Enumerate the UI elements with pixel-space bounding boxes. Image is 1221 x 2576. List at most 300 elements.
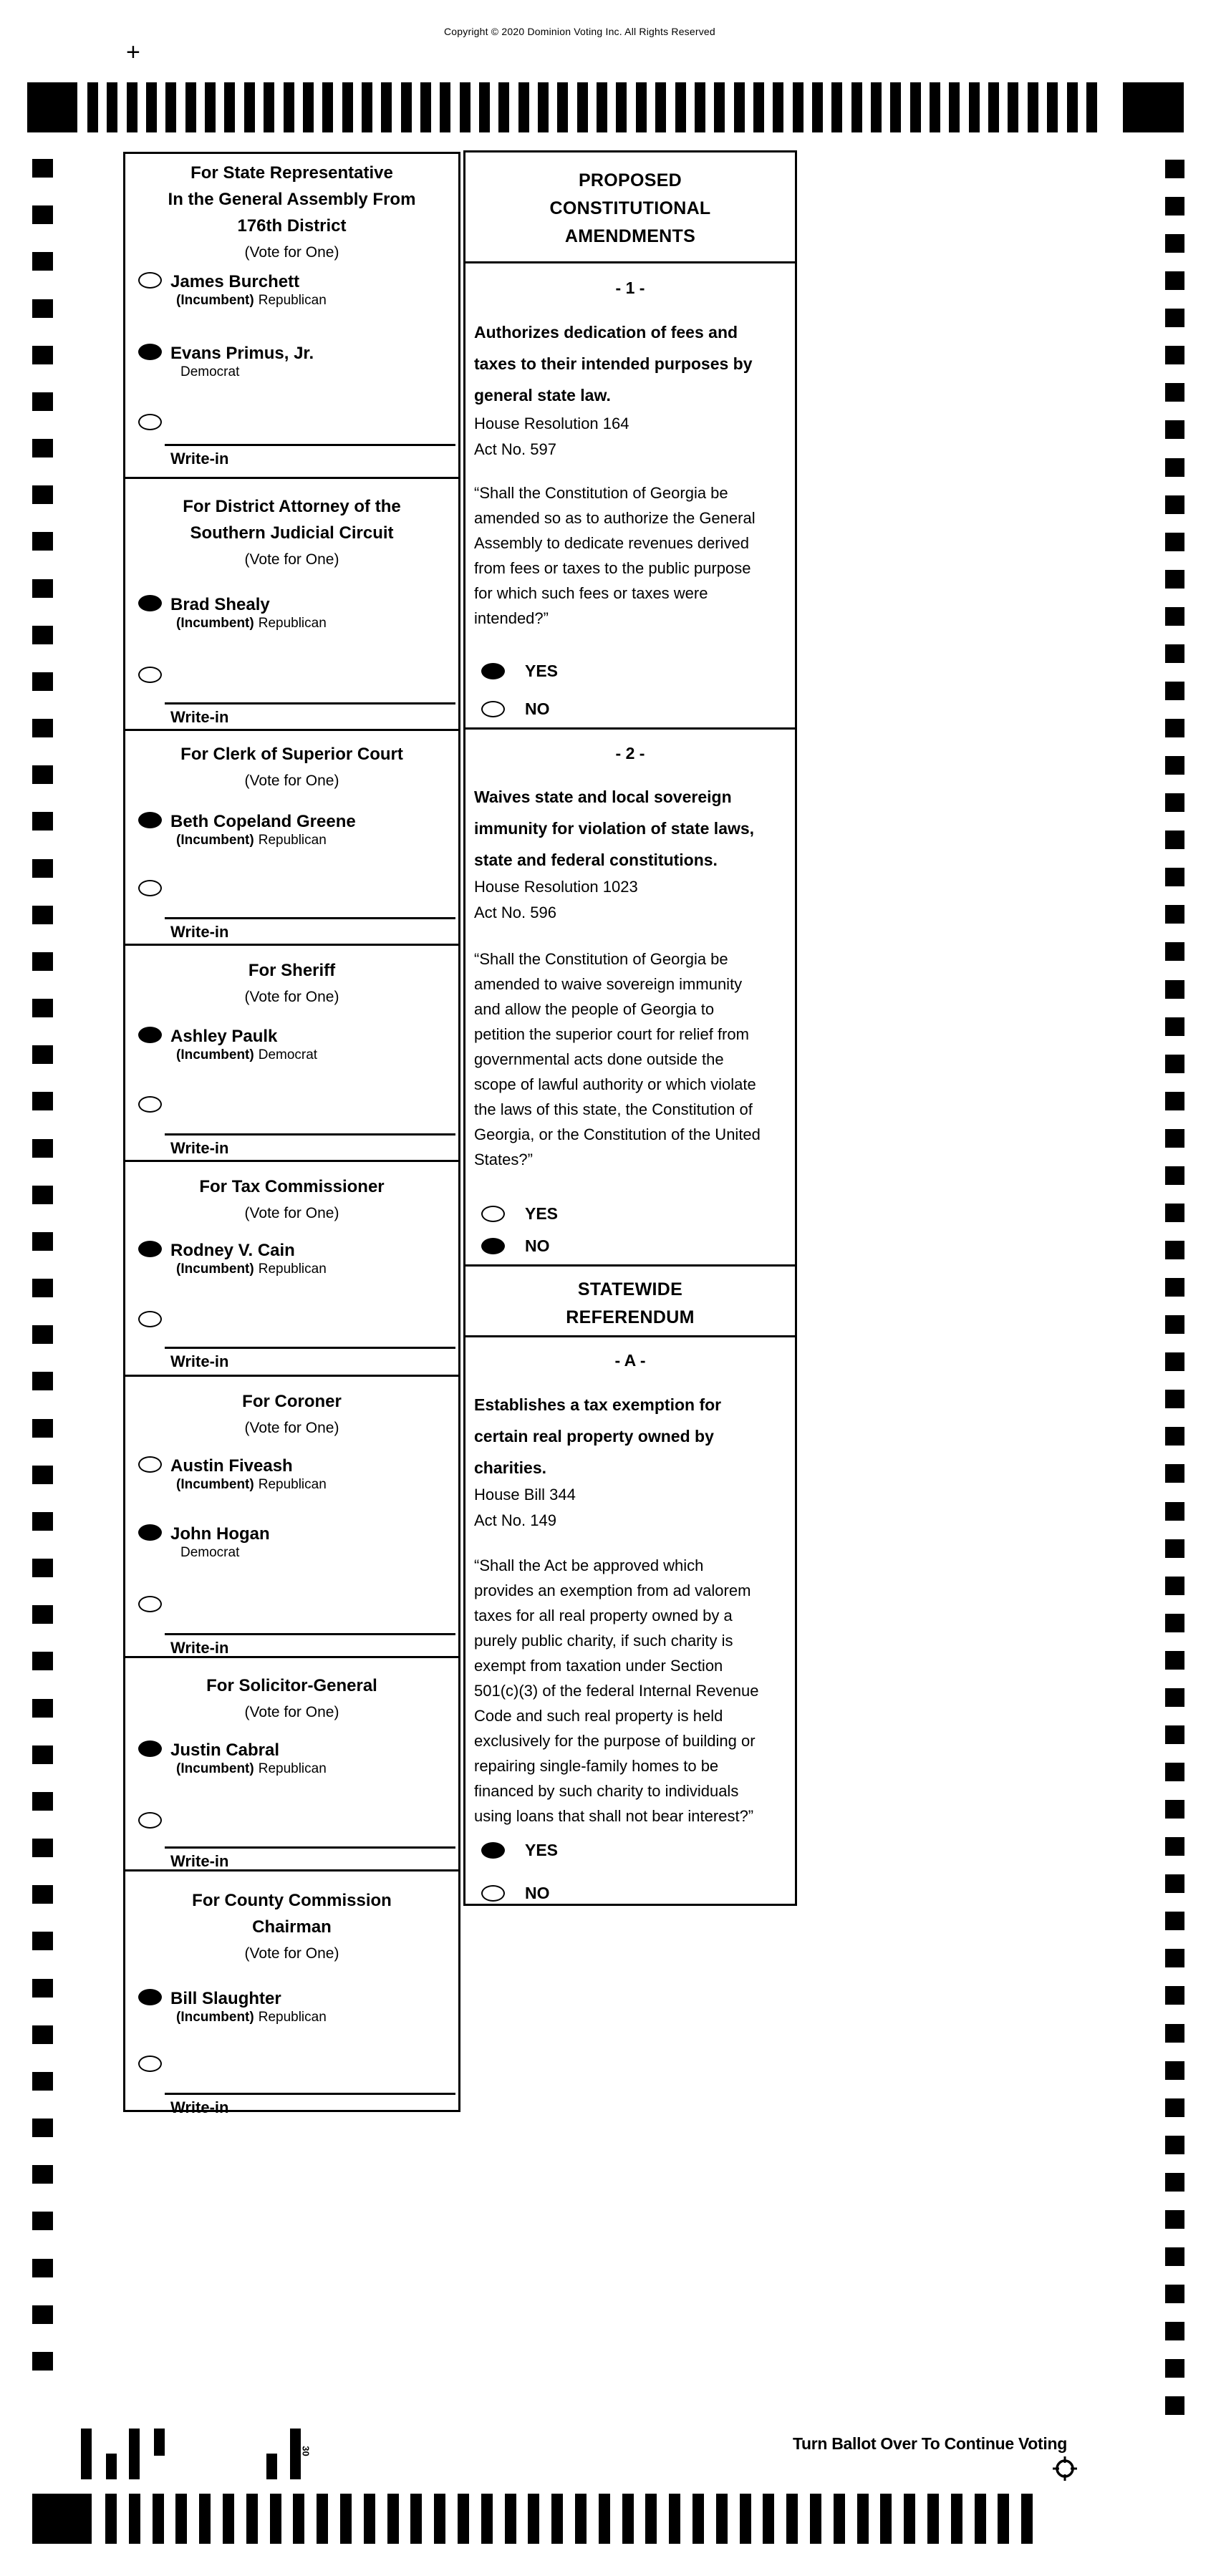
timing-mark (975, 2494, 986, 2544)
incumbent-label: (Incumbent) (176, 1761, 254, 1776)
timing-mark (146, 82, 157, 132)
measure-question-line: “Shall the Act be approved which (474, 1556, 704, 1574)
contest-title-line: For State Representative (190, 163, 393, 183)
vote-oval-empty[interactable] (138, 272, 162, 289)
timing-mark (1165, 1390, 1184, 1408)
timing-mark (1123, 82, 1184, 132)
timing-mark (165, 82, 176, 132)
candidate-row (138, 595, 454, 633)
measure-summary-line: Authorizes dedication of fees and (474, 323, 738, 342)
candidate-name: Beth Copeland Greene (170, 812, 356, 831)
timing-mark (32, 1745, 53, 1764)
contest-box (125, 944, 458, 1160)
copyright-text: Copyright © 2020 Dominion Voting Inc. All Rights Reserved (444, 26, 715, 37)
write-in-label: Write-in (170, 1139, 229, 1157)
timing-mark (32, 159, 53, 178)
write-in-area[interactable] (165, 1347, 455, 1371)
contest-box (125, 729, 458, 944)
candidate-name: Bill Slaughter (170, 1989, 281, 2008)
timing-mark (32, 1186, 53, 1204)
yes-label: YES (525, 662, 559, 680)
timing-mark (1165, 2247, 1184, 2266)
timing-mark (479, 82, 490, 132)
write-in-label: Write-in (170, 1852, 229, 1870)
timing-mark (32, 1792, 53, 1811)
registration-plus-mark: + (126, 39, 140, 66)
vote-oval-filled[interactable] (138, 1241, 162, 1257)
timing-mark (293, 2494, 304, 2544)
timing-mark (1008, 82, 1018, 132)
contest-title-line: For Sheriff (248, 961, 336, 980)
timing-mark (597, 82, 607, 132)
timing-mark (440, 82, 450, 132)
contest-box (125, 1869, 458, 2114)
no-option-row (481, 1236, 550, 1256)
timing-mark (32, 2025, 53, 2044)
candidate-row (138, 344, 454, 382)
timing-mark (753, 82, 764, 132)
candidate-detail (176, 291, 327, 310)
measure-question (474, 480, 792, 631)
timing-mark (205, 82, 216, 132)
timing-mark (264, 82, 274, 132)
timing-mark (998, 2494, 1009, 2544)
timing-mark (32, 485, 53, 504)
no-option-row (481, 699, 550, 719)
timing-mark (655, 82, 666, 132)
measures-column (463, 150, 797, 1906)
measure-question-line: petition the superior court for relief from (474, 1025, 749, 1043)
contest-title (125, 1173, 458, 1226)
timing-mark (505, 2494, 516, 2544)
vote-oval-empty[interactable] (138, 667, 162, 683)
vote-oval-empty[interactable] (138, 1311, 162, 1327)
timing-mark (32, 1979, 53, 1998)
measure-question-line: Code and such real property is held (474, 1707, 723, 1725)
timing-mark (1021, 2494, 1033, 2544)
timing-mark (1165, 2210, 1184, 2229)
timing-mark (32, 1466, 53, 1484)
candidate-detail (176, 1260, 327, 1279)
timing-mark (1165, 2173, 1184, 2192)
timing-mark (458, 2494, 469, 2544)
candidate-row (138, 272, 454, 310)
candidate-name: Rodney V. Cain (170, 1241, 295, 1260)
timing-mark (1067, 82, 1078, 132)
timing-mark (322, 82, 333, 132)
timing-mark (1165, 2396, 1184, 2415)
timing-mark (669, 2494, 680, 2544)
timing-mark (1165, 1688, 1184, 1707)
timing-mark (32, 719, 53, 737)
timing-mark (32, 205, 53, 224)
timing-mark (32, 1652, 53, 1670)
contest-title (125, 741, 458, 794)
timing-mark (716, 2494, 728, 2544)
measure-number: - 1 - (615, 279, 645, 297)
measures-header-line: REFERENDUM (566, 1307, 695, 1327)
timing-mark (32, 2259, 53, 2277)
no-label: NO (525, 699, 550, 718)
timing-mark (1165, 1502, 1184, 1521)
measure-summary-line: taxes to their intended purposes by (474, 354, 753, 373)
blank-option-row (138, 414, 454, 430)
timing-mark (1165, 495, 1184, 514)
candidate-row (138, 1989, 454, 2027)
incumbent-label: (Incumbent) (176, 2010, 254, 2025)
measure-authority (474, 411, 788, 463)
contest-title-line: For Coroner (242, 1392, 342, 1411)
candidate-name: Ashley Paulk (170, 1027, 278, 1046)
vote-for-instruction: (Vote for One) (244, 1420, 339, 1436)
timing-mark (1165, 1837, 1184, 1856)
party-label: Republican (258, 293, 327, 308)
write-in-label: Write-in (170, 1352, 229, 1370)
vote-for-instruction: (Vote for One) (244, 773, 339, 789)
incumbent-label: (Incumbent) (176, 1262, 254, 1277)
timing-mark (32, 2494, 92, 2544)
timing-mark (645, 2494, 657, 2544)
write-in-area[interactable] (165, 702, 455, 727)
candidate-text (170, 1989, 327, 2027)
timing-mark (557, 82, 568, 132)
timing-mark (1086, 82, 1097, 132)
write-in-label: Write-in (170, 708, 229, 726)
vote-for-instruction: (Vote for One) (244, 1945, 339, 1962)
timing-mark (1165, 1874, 1184, 1893)
vote-oval-empty[interactable] (138, 414, 162, 430)
candidate-detail (180, 1544, 270, 1562)
timing-mark (32, 1372, 53, 1390)
candidate-detail (176, 614, 327, 633)
incumbent-label: (Incumbent) (176, 1477, 254, 1492)
blank-option-row (138, 1596, 454, 1612)
contest-title-line: Southern Judicial Circuit (190, 523, 394, 543)
candidate-detail (176, 2008, 327, 2027)
candidate-text (170, 595, 327, 633)
measure-authority-line: Act No. 597 (474, 440, 556, 458)
party-label: Republican (258, 2010, 327, 2025)
timing-mark (1165, 1800, 1184, 1819)
vote-oval-filled[interactable] (138, 812, 162, 828)
candidate-detail (176, 1046, 317, 1065)
timing-mark (834, 2494, 845, 2544)
timing-mark (734, 82, 745, 132)
candidate-text (170, 1027, 317, 1065)
timing-mark (714, 82, 725, 132)
timing-mark (1165, 2136, 1184, 2154)
contest-title (125, 493, 458, 573)
timing-mark (763, 2494, 774, 2544)
candidate-row (138, 1740, 454, 1778)
vote-oval-filled[interactable] (481, 663, 505, 679)
vote-oval-empty[interactable] (138, 2056, 162, 2072)
measure-authority (474, 874, 788, 926)
candidate-name: Brad Shealy (170, 595, 270, 614)
candidate-text (170, 344, 314, 382)
measure-summary-line: immunity for violation of state laws, (474, 819, 755, 838)
candidate-text (170, 1456, 327, 1494)
timing-mark (793, 82, 803, 132)
write-in-area[interactable] (165, 1846, 455, 1871)
barcode-bar (266, 2454, 277, 2479)
registration-crosshair-icon (1051, 2454, 1079, 2483)
timing-mark (1165, 2024, 1184, 2043)
measure-summary-line: state and federal constitutions. (474, 851, 718, 869)
measure-number: - 2 - (615, 744, 645, 762)
vote-for-instruction: (Vote for One) (244, 1704, 339, 1720)
candidate-row (138, 1456, 454, 1494)
timing-mark (1165, 2285, 1184, 2303)
timing-mark (32, 252, 53, 271)
contest-title (125, 1388, 458, 1441)
timing-mark (1165, 1278, 1184, 1297)
timing-mark (32, 299, 53, 318)
measure-summary-line: Establishes a tax exemption for (474, 1395, 722, 1414)
measure-question-line: repairing single-family homes to be (474, 1757, 719, 1775)
timing-mark (1165, 980, 1184, 999)
vote-oval-empty[interactable] (138, 1812, 162, 1829)
candidate-row (138, 812, 454, 850)
measures-header-line: CONSTITUTIONAL (549, 198, 711, 218)
timing-mark (1165, 868, 1184, 886)
measures-header-line: STATEWIDE (577, 1279, 683, 1299)
timing-mark (1028, 82, 1038, 132)
vote-oval-filled[interactable] (138, 1027, 162, 1043)
timing-mark (340, 2494, 352, 2544)
write-in-area[interactable] (165, 2093, 455, 2117)
timing-mark (1165, 1092, 1184, 1110)
measure-question-line: taxes for all real property owned by a (474, 1607, 733, 1624)
timing-mark (538, 82, 549, 132)
timing-mark (812, 82, 823, 132)
vote-for-instruction: (Vote for One) (244, 551, 339, 568)
vote-oval-empty[interactable] (481, 1885, 505, 1902)
measure-summary (474, 781, 788, 876)
timing-mark (773, 82, 783, 132)
vote-oval-empty[interactable] (481, 1206, 505, 1222)
measure-question-line: Assembly to dedicate revenues derived (474, 534, 749, 552)
write-in-label: Write-in (170, 450, 229, 468)
timing-mark (32, 1419, 53, 1438)
measure-question-line: exempt from taxation under Section (474, 1657, 723, 1675)
candidate-row (138, 1241, 454, 1279)
timing-mark (518, 82, 529, 132)
candidate-text (170, 1740, 327, 1778)
timing-mark (153, 2494, 164, 2544)
timing-mark (575, 2494, 587, 2544)
timing-mark (1165, 1241, 1184, 1259)
vote-for-instruction: (Vote for One) (244, 1205, 339, 1221)
timing-mark (1165, 2322, 1184, 2340)
timing-mark (32, 812, 53, 831)
timing-mark (692, 2494, 704, 2544)
timing-mark (1165, 1427, 1184, 1446)
timing-mark (1165, 2061, 1184, 2080)
timing-mark (32, 999, 53, 1017)
timing-mark (420, 82, 431, 132)
timing-mark (32, 2212, 53, 2230)
vote-oval-filled[interactable] (138, 344, 162, 360)
timing-mark (951, 2494, 962, 2544)
contest-box (125, 477, 458, 729)
timing-mark (1165, 1204, 1184, 1222)
candidate-text (170, 812, 356, 850)
barcode-bar (154, 2429, 165, 2456)
timing-mark (1165, 682, 1184, 700)
contest-title (125, 1887, 458, 1967)
vote-oval-empty[interactable] (481, 701, 505, 717)
barcode-bar (129, 2429, 140, 2479)
measure-authority-line: House Bill 344 (474, 1486, 576, 1504)
timing-mark (1165, 533, 1184, 551)
timing-mark (988, 82, 999, 132)
vote-for-instruction: (Vote for One) (244, 244, 339, 261)
measure-authority (474, 1482, 788, 1534)
timing-mark (1165, 271, 1184, 290)
timing-mark (223, 2494, 234, 2544)
measure-box (465, 1335, 795, 1908)
incumbent-label: (Incumbent) (176, 833, 254, 848)
no-option-row (481, 1884, 550, 1903)
timing-mark (27, 82, 77, 132)
timing-mark (303, 82, 314, 132)
party-label: Republican (258, 1761, 327, 1776)
timing-mark (32, 1045, 53, 1064)
timing-mark (87, 82, 98, 132)
timing-mark (1165, 607, 1184, 626)
vote-oval-filled[interactable] (138, 1989, 162, 2005)
measure-question-line: provides an exemption from ad valorem (474, 1582, 751, 1599)
timing-mark (1165, 905, 1184, 924)
timing-mark (1165, 1577, 1184, 1595)
timing-mark (857, 2494, 869, 2544)
timing-mark (105, 2494, 117, 2544)
timing-mark (244, 82, 255, 132)
candidate-name: Evans Primus, Jr. (170, 344, 314, 363)
measure-summary-line: general state law. (474, 386, 611, 405)
vote-oval-empty[interactable] (138, 1456, 162, 1473)
timing-mark (32, 859, 53, 878)
timing-mark (622, 2494, 634, 2544)
timing-mark (1165, 1166, 1184, 1185)
candidate-name: Austin Fiveash (170, 1456, 293, 1476)
timing-mark (32, 626, 53, 644)
contest-box (125, 1375, 458, 1656)
timing-mark (1165, 1017, 1184, 1036)
no-label: NO (525, 1884, 550, 1902)
contest-title-line: For Clerk of Superior Court (180, 745, 403, 764)
timing-mark (460, 82, 470, 132)
measure-question-line: scope of lawful authority or which violate (474, 1075, 756, 1093)
timing-mark (32, 346, 53, 364)
timing-mark (32, 1279, 53, 1297)
yes-option-row (481, 1204, 558, 1224)
contest-box (125, 154, 458, 477)
write-in-area[interactable] (165, 1633, 455, 1657)
candidate-text (170, 1524, 270, 1562)
vote-oval-filled[interactable] (138, 595, 162, 611)
timing-mark (401, 82, 412, 132)
timing-mark (616, 82, 627, 132)
write-in-area[interactable] (165, 917, 455, 941)
timing-mark (1165, 570, 1184, 589)
timing-mark (927, 2494, 939, 2544)
candidate-name: John Hogan (170, 1524, 270, 1544)
measure-summary-line: charities. (474, 1458, 546, 1477)
vote-oval-filled[interactable] (138, 1740, 162, 1757)
timing-mark (1165, 1949, 1184, 1967)
timing-mark (1165, 197, 1184, 216)
contest-title-line: In the General Assembly From (168, 190, 416, 209)
timing-mark (1165, 793, 1184, 812)
timing-mark (381, 82, 392, 132)
contest-title (125, 957, 458, 1010)
contest-title-line: For County Commission (192, 1891, 392, 1910)
timing-mark (1165, 1315, 1184, 1334)
blank-option-row (138, 667, 454, 683)
timing-mark (434, 2494, 445, 2544)
timing-mark (599, 2494, 610, 2544)
timing-mark (32, 1605, 53, 1624)
measure-question-line: from fees or taxes to the public purpose (474, 559, 751, 577)
timing-mark (1165, 1651, 1184, 1670)
timing-mark (810, 2494, 821, 2544)
measure-question-line: financed by such charity to individuals (474, 1782, 739, 1800)
timing-mark (32, 952, 53, 971)
party-label: Republican (258, 1262, 327, 1277)
barcode-bar (81, 2429, 92, 2479)
timing-mark (32, 1092, 53, 1110)
timing-mark (185, 82, 196, 132)
timing-mark (32, 672, 53, 691)
timing-mark (32, 2165, 53, 2184)
vote-oval-empty[interactable] (138, 1596, 162, 1612)
vote-oval-filled[interactable] (481, 1842, 505, 1859)
timing-mark (851, 82, 862, 132)
timing-mark (1165, 942, 1184, 961)
measures-header-box (465, 152, 795, 261)
timing-mark (1165, 346, 1184, 364)
write-in-area[interactable] (165, 1133, 455, 1158)
contest-title (125, 160, 458, 266)
write-in-label: Write-in (170, 1639, 229, 1657)
vote-oval-empty[interactable] (138, 880, 162, 896)
no-label: NO (525, 1236, 550, 1255)
incumbent-label: (Incumbent) (176, 616, 254, 631)
vote-oval-empty[interactable] (138, 1096, 162, 1113)
measures-header (465, 1276, 795, 1332)
timing-mark (270, 2494, 281, 2544)
vote-oval-filled[interactable] (481, 1238, 505, 1254)
timing-mark (786, 2494, 798, 2544)
candidate-name: Justin Cabral (170, 1740, 280, 1760)
timing-mark (32, 532, 53, 551)
timing-mark (481, 2494, 493, 2544)
write-in-area[interactable] (165, 444, 455, 468)
ballot-code-text: 30 (300, 2446, 312, 2456)
timing-mark (1165, 756, 1184, 775)
timing-mark (32, 1232, 53, 1251)
vote-oval-filled[interactable] (138, 1524, 162, 1541)
incumbent-label: (Incumbent) (176, 1047, 254, 1062)
timing-mark (1165, 420, 1184, 439)
timing-mark (1165, 2098, 1184, 2117)
measure-summary-line: certain real property owned by (474, 1427, 714, 1446)
blank-option-row (138, 2056, 454, 2072)
timing-mark (1165, 719, 1184, 737)
yes-label: YES (525, 1204, 559, 1223)
